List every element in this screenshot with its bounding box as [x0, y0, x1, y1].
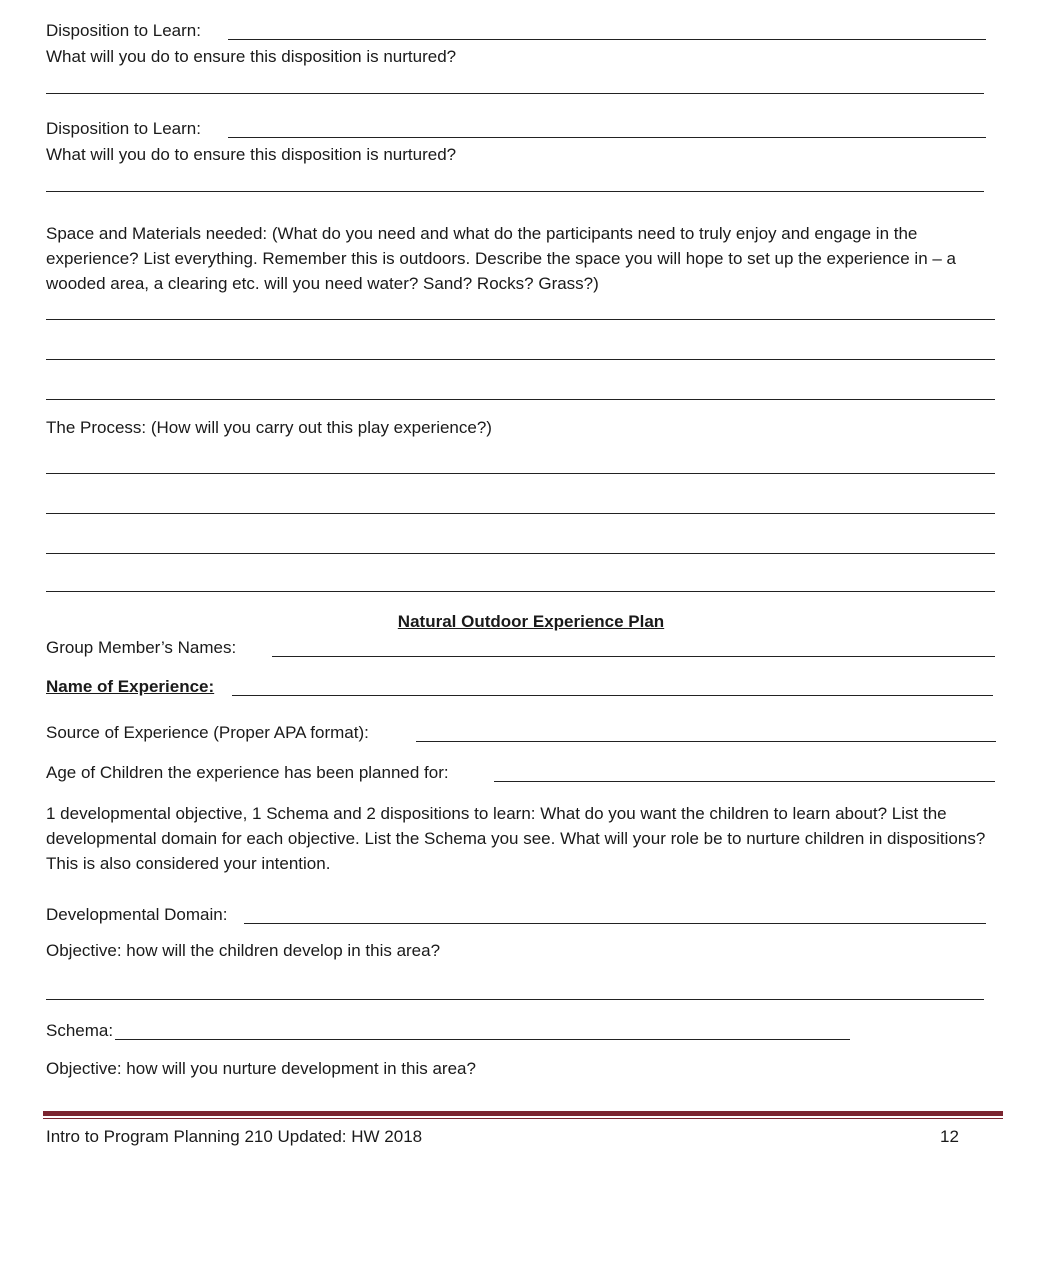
disposition-2-blank[interactable]: [228, 137, 986, 138]
disposition-1-answer-line[interactable]: [46, 93, 984, 94]
source-blank[interactable]: [416, 741, 996, 742]
objectives-intro: 1 developmental objective, 1 Schema and 2 dispositions to learn: What do you want the children to learn about? List the developmental domain for each objective. List the Schema you see. What will your role be to nurture children in dispositions? This is also considered your intention.: [46, 804, 986, 873]
page-number: 12: [940, 1127, 959, 1146]
space-answer-line[interactable]: [46, 319, 995, 320]
schema-blank[interactable]: [115, 1039, 850, 1040]
name-of-experience-blank[interactable]: [232, 695, 993, 696]
age-blank[interactable]: [494, 781, 995, 782]
disposition-2-label: Disposition to Learn:: [46, 119, 201, 138]
group-names-label: Group Member’s Names:: [46, 638, 237, 657]
name-of-experience-label: Name of Experience:: [46, 677, 215, 696]
objective-nurture-question: Objective: how will you nurture development in this area?: [46, 1059, 476, 1078]
space-answer-line[interactable]: [46, 399, 995, 400]
process-answer-line[interactable]: [46, 473, 995, 474]
process-answer-line[interactable]: [46, 513, 995, 514]
disposition-1-blank[interactable]: [228, 39, 986, 40]
objective-develop-answer-line[interactable]: [46, 999, 984, 1000]
disposition-2-answer-line[interactable]: [46, 191, 984, 192]
dev-domain-blank[interactable]: [244, 923, 986, 924]
space-answer-line[interactable]: [46, 359, 995, 360]
space-materials-prompt: Space and Materials needed: (What do you need and what do the participants need to truly enjoy and engage in the experience? List everything. Remember this is outdoors. Describe the space you will hope to set up the experience in – a wooded area, a clearing etc. will you need water? Sand? Rocks? Grass?): [46, 224, 956, 293]
process-prompt: The Process: (How will you carry out this play experience?): [46, 418, 492, 437]
footer-course: Intro to Program Planning 210 Updated: HW 2018: [46, 1127, 423, 1146]
source-label: Source of Experience (Proper APA format):: [46, 723, 369, 742]
footer-rule-thin: [43, 1118, 1003, 1119]
footer-rule: [43, 1111, 1003, 1116]
process-answer-line[interactable]: [46, 553, 995, 554]
age-label: Age of Children the experience has been planned for:: [46, 763, 449, 782]
dev-domain-label: Developmental Domain:: [46, 905, 228, 924]
plan-title: Natural Outdoor Experience Plan: [397, 612, 665, 631]
disposition-1-question: What will you do to ensure this disposition is nurtured?: [46, 47, 457, 66]
schema-label: Schema:: [46, 1021, 114, 1040]
process-answer-line[interactable]: [46, 591, 995, 592]
disposition-2-question: What will you do to ensure this disposition is nurtured?: [46, 145, 457, 164]
objective-develop-question: Objective: how will the children develop in this area?: [46, 941, 441, 960]
group-names-blank[interactable]: [272, 656, 995, 657]
disposition-1-label: Disposition to Learn:: [46, 21, 201, 40]
